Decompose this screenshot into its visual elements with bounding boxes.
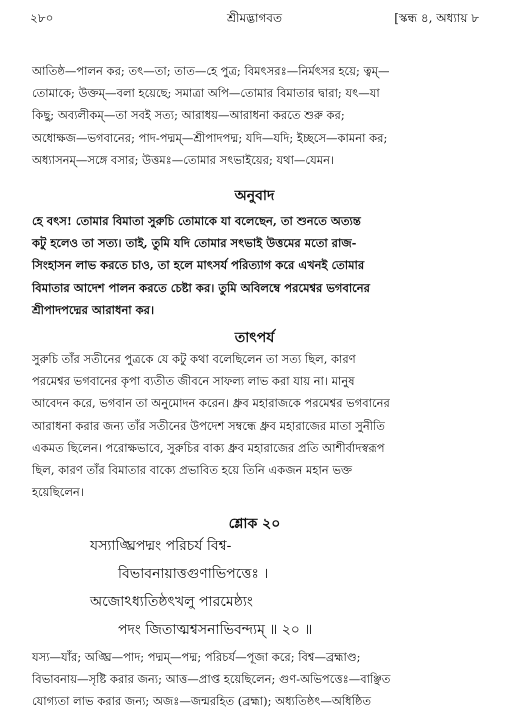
purport-heading: তাৎপর্য — [234, 330, 275, 346]
synonym-line: যোগ্যতা লাভ করার জন্য; অজঃ—জন্মরহিত (ব্রহ্মা); অধ্যতিষ্ঠৎ—অধিষ্ঠিত — [32, 694, 372, 708]
verse-line: যস্যাঙ্ঘ্রিপদ্মং পরিচর্য বিশ্ব- — [90, 538, 232, 554]
synonym-line: অধোক্ষজ—ভগবানের; পাদ-পদ্মম্—শ্রীপাদপদ্ম; যদি—যদি; ইচ্ছসে—কামনা কর; — [32, 130, 388, 145]
purport-line: ছিল, কারণ তাঁর বিমাতার বাক্যে প্রভাবিত হয়ে তিনি একজন মহান ভক্ত — [32, 463, 353, 478]
verse-line: বিভাবনায়াত্তগুণাভিপত্তেঃ । — [118, 566, 269, 582]
page-header — [30, 8, 479, 30]
verse-line: পদং জিতাত্মশ্বসনাভিবন্দ্যম্ ॥ ২০ ॥ — [118, 622, 313, 638]
translation-line: বিমাতার আদেশ পালন করতে চেষ্টা কর। তুমি অবিলম্বে পরমেশ্বর ভগবানের — [32, 280, 370, 295]
translation-line: কটু হলেও তা সত্য। তাই, তুমি যদি তোমার সৎভাই উত্তমের মতো রাজ- — [32, 236, 357, 251]
synonym-line: বিভাবনায়—সৃষ্টি করার জন্য; আত্ত—প্রাপ্ত হয়েছিলেন; গুণ-অভিপত্তেঃ—বাঞ্ছিত — [32, 672, 391, 686]
synonym-line: আতিষ্ঠ—পালন কর; তৎ—তা; তাত—হে পুত্র; বিমৎসরঃ—নির্মৎসর হয়ে; ত্বম্— — [32, 64, 390, 78]
verse-line: অজোঽধ্যতিষ্ঠৎখলু পারমেষ্ঠ্যং — [90, 594, 253, 610]
chapter-reference: [স্কন্ধ ৪, অধ্যায় ৮ — [394, 11, 479, 25]
translation-heading: অনুবাদ — [234, 188, 275, 204]
page-number: ২৮০ — [30, 11, 54, 25]
synonyms-top — [32, 60, 476, 171]
synonym-line: যস্য—যাঁর; অঙ্ঘ্রি—পাদ; পদ্মম্—পদ্ম; পরিচর্য—পূজা করে; বিশ্ব—ব্রহ্মাণ্ড; — [32, 650, 361, 664]
purport-line: আবেদন করে, ভগবান তা অনুমোদন করেন। ধ্রুব মহারাজকে পরমেশ্বর ভগবানের — [32, 396, 390, 411]
purport-text — [32, 348, 476, 503]
purport-line: পরমেশ্বর ভগবানের কৃপা ব্যতীত জীবনে সাফল্য লাভ করা যায় না। মানুষ — [32, 374, 355, 389]
translation-line: হে বৎস! তোমার বিমাতা সুরুচি তোমাকে যা বলেছেন, তা শুনতে অত্যন্ত — [32, 214, 361, 228]
synonym-line: কিছু; অব্যলীকম্—তা সবই সত্য; আরাধয়—আরাধনা করতে শুরু কর; — [32, 108, 345, 123]
purport-line: সুরুচি তাঁর সতীনের পুত্রকে যে কটু কথা বলেছিলেন তা সত্য ছিল, কারণ — [32, 352, 356, 366]
synonym-line: তোমাকে; উক্তম্—বলা হয়েছে; সমাত্রা অপি—তোমার বিমাতার দ্বারা; যৎ—যা — [32, 86, 380, 101]
translation-line: শ্রীপাদপদ্মের আরাধনা কর। — [32, 302, 155, 317]
synonym-line: অধ্যাসনম্—সঙ্গে বসার; উত্তমঃ—তোমার সৎভাইয়ের; যথা—যেমন। — [32, 152, 335, 167]
translation-line: সিংহাসন লাভ করতে চাও, তা হলে মাৎসর্য পরিত্যাগ করে এখনই তোমার — [32, 258, 365, 273]
verse-label: শ্লোক ২০ — [228, 516, 281, 532]
book-title: শ্রীমদ্ভাগবত — [226, 11, 282, 25]
translation-text — [32, 210, 476, 321]
synonyms-bottom — [32, 646, 476, 712]
purport-line: একমত ছিলেন। পরোক্ষভাবে, সুরুচির বাক্য ধ্রুব মহারাজের প্রতি আশীর্বাদস্বরূপ — [32, 440, 385, 455]
purport-line: হয়েছিলেন। — [32, 485, 84, 500]
purport-line: আরাধনা করার জন্য তাঁর সতীনের উপদেশ সম্বন্ধে ধ্রুব মহারাজের মাতা সুনীতি — [32, 418, 385, 433]
